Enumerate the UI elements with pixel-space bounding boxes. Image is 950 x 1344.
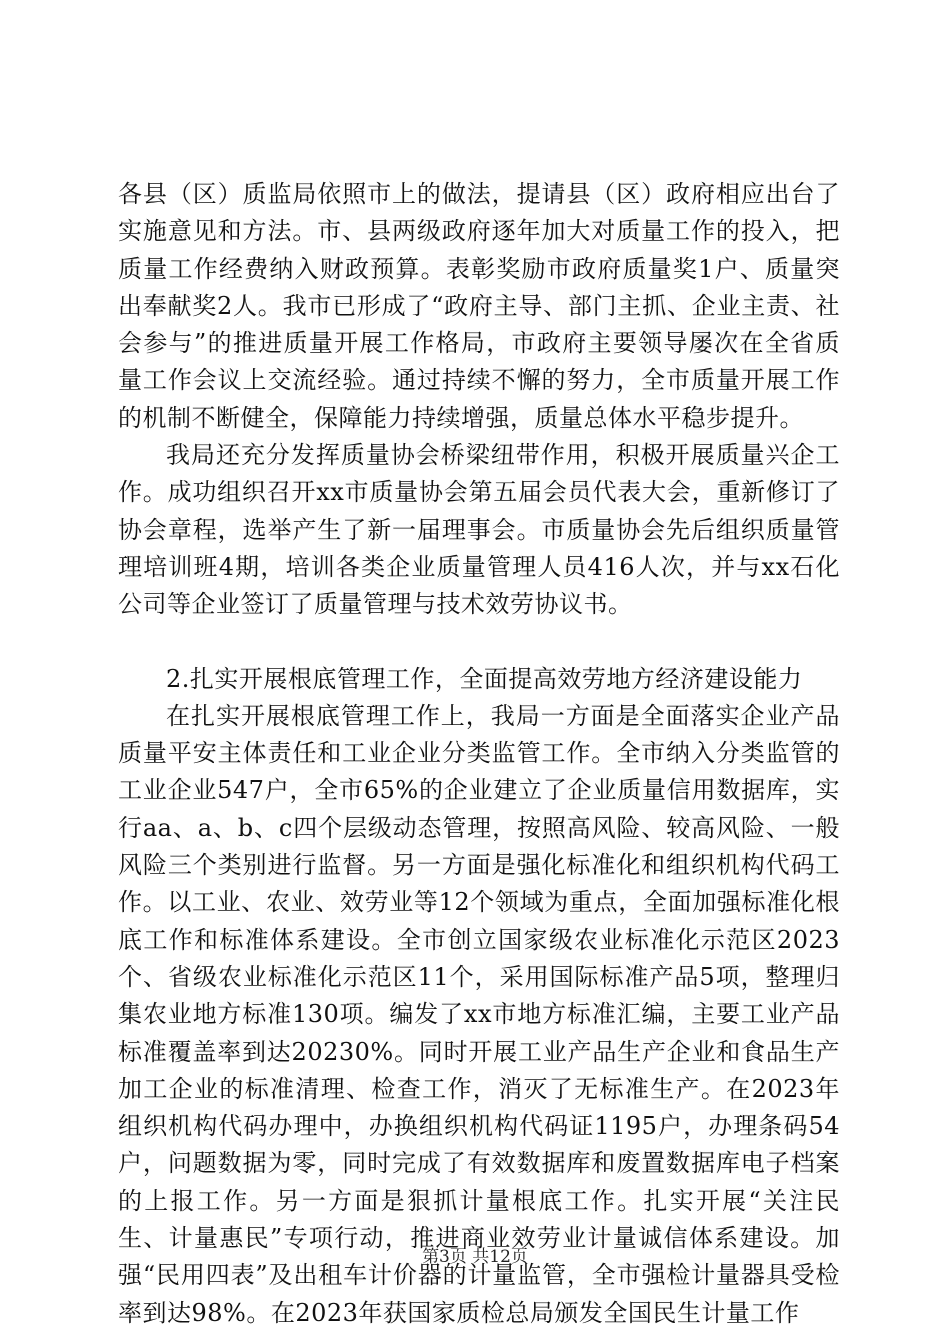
document-body	[118, 176, 840, 1332]
paragraph-spacer	[118, 624, 840, 661]
paragraph-2: 我局还充分发挥质量协会桥梁纽带作用，积极开展质量兴企工作。成功组织召开xx市质量协会第五届会员代表大会，重新修订了协会章程，选举产生了新一届理事会。市质量协会先后组织质量管理培训班4期，培训各类企业质量管理人员416人次，并与xx石化公司等企业签订了质量管理与技术效劳协议书。	[118, 441, 840, 619]
paragraph-1: 各县（区）质监局依照市上的做法，提请县（区）政府相应出台了实施意见和方法。市、县两级政府逐年加大对质量工作的投入，把质量工作经费纳入财政预算。表彰奖励市政府质量奖1户、质量突出奉献奖2人。我市已形成了“政府主导、部门主抓、企业主责、社会参与”的推进质量开展工作格局，市政府主要领导屡次在全省质量工作会议上交流经验。通过持续不懈的努力，全市质量开展工作的机制不断健全，保障能力持续增强，质量总体水平稳步提升。	[118, 180, 840, 432]
section-heading: 2.扎实开展根底管理工作，全面提高效劳地方经济建设能力	[166, 664, 803, 693]
page-number: 第3页 共12页	[422, 1247, 528, 1267]
paragraph-3: 在扎实开展根底管理工作上，我局一方面是全面落实企业产品质量平安主体责任和工业企业分类监管工作。全市纳入分类监管的工业企业547户，全市65%的企业建立了企业质量信用数据库，实行aa、a、b、c四个层级动态管理，按照高风险、较高风险、一般风险三个类别进行监督。另一方面是强化标准化和组织机构代码工作。以工业、农业、效劳业等12个领域为重点，全面加强标准化根底工作和标准体系建设。全市创立国家级农业标准化示范区2023个、省级农业标准化示范区11个，采用国际标准产品5项，整理归集农业地方标准130项。编发了xx市地方标准汇编，主要工业产品标准覆盖率到达20230%。同时开展工业产品生产企业和食品生产加工企业的标准清理、检查工作，消灭了无标准生产。在2023年组织机构代码办理中，办换组织机构代码证1195户，办理条码54户，问题数据为零，同时完成了有效数据库和废置数据库电子档案的上报工作。另一方面是狠抓计量根底工作。扎实开展“关注民生、计量惠民”专项行动，推进商业效劳业计量诚信体系建设。加强“民用四表”及出租车计价器的计量监管，全市强检计量器具受检率到达98%。在2023年获国家质检总局颁发全国民生计量工作	[118, 701, 840, 1327]
